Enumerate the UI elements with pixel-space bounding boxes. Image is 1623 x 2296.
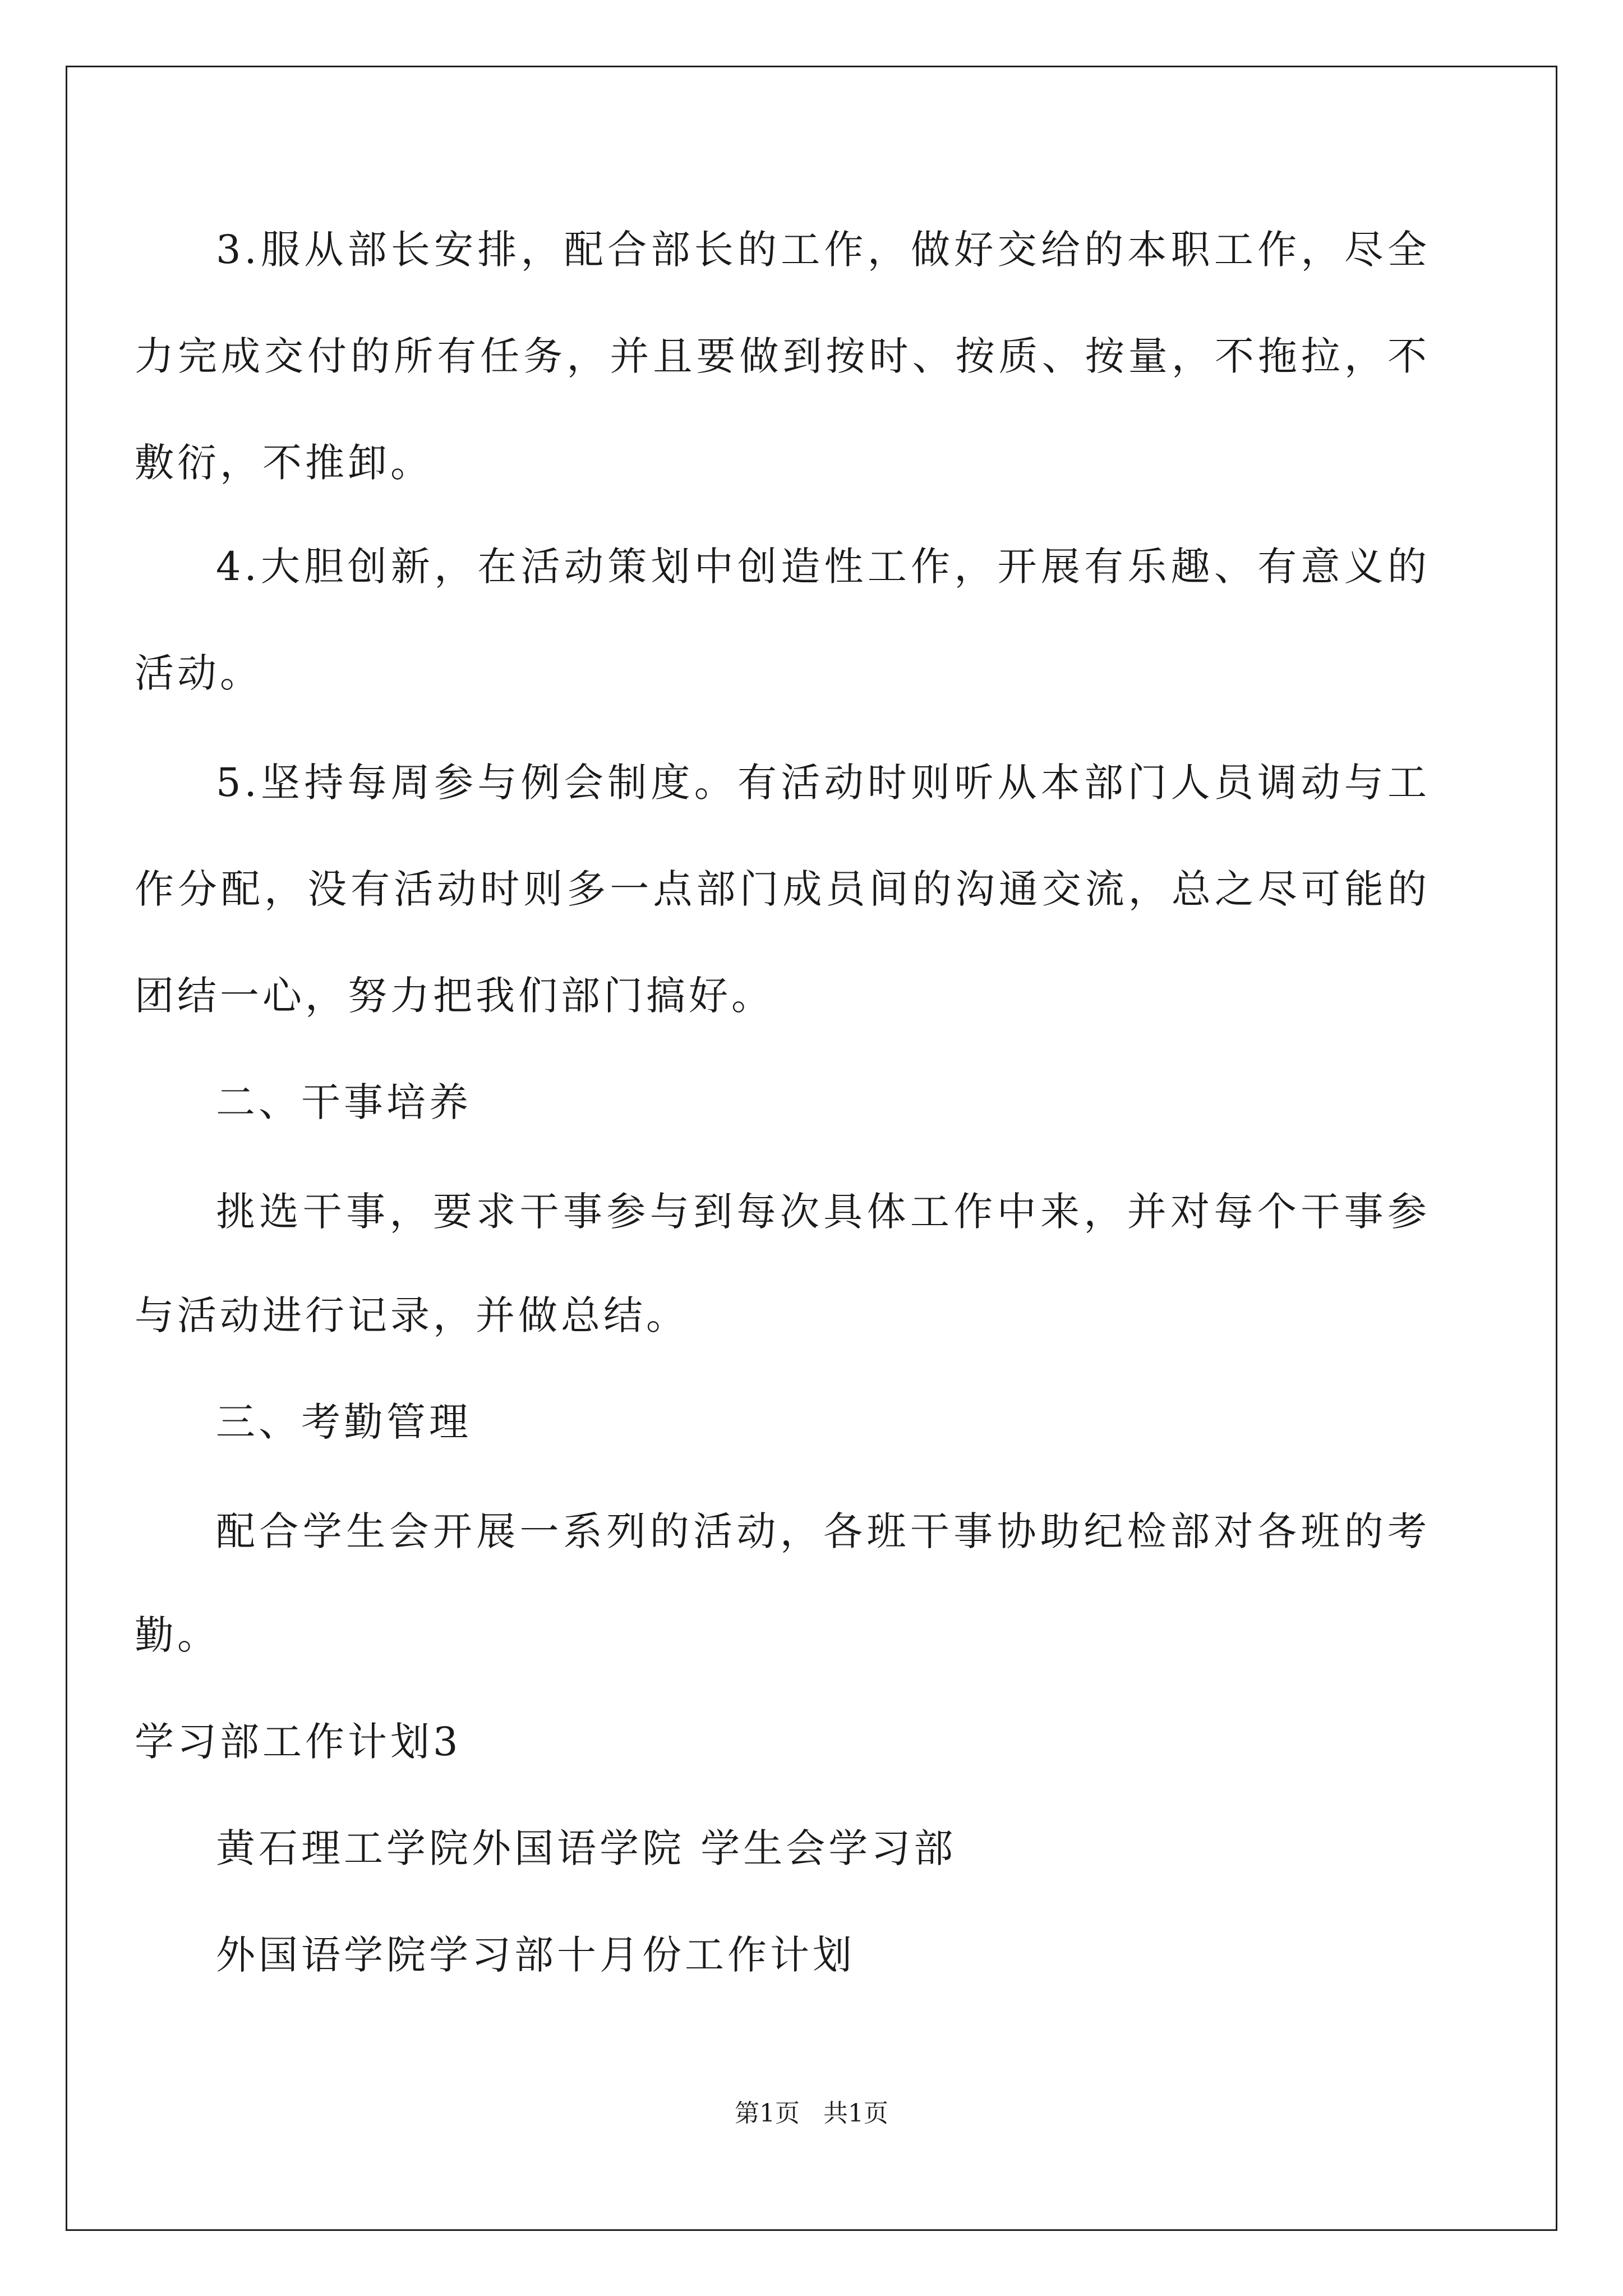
paragraph-5-line-1: 5.坚持每周参与例会制度。有活动时则听从本部门人员调动与工 (216, 760, 1430, 806)
heading-attendance: 三、考勤管理 (216, 1399, 472, 1445)
heading-cadre-training: 二、干事培养 (216, 1079, 472, 1125)
paragraph-5-line-3: 团结一心，努力把我们部门搞好。 (135, 973, 774, 1019)
paragraph-5-line-2: 作分配，没有活动时则多一点部门成员间的沟通交流，总之尽可能的 (135, 866, 1430, 912)
section-title: 学习部工作计划3 (135, 1719, 462, 1765)
page-footer (0, 2097, 1623, 2131)
page-number: 第1页 共1页 (735, 2099, 888, 2128)
paragraph-4-line-1: 4.大胆创新，在活动策划中创造性工作，开展有乐趣、有意义的 (216, 544, 1430, 590)
paragraph-3-line-1: 3.服从部长安排，配合部长的工作，做好交给的本职工作，尽全 (216, 227, 1430, 273)
paragraph-7-line-1: 配合学生会开展一系列的活动，各班干事协助纪检部对各班的考 (216, 1508, 1430, 1554)
paragraph-6-line-1: 挑选干事，要求干事参与到每次具体工作中来，并对每个干事参 (216, 1189, 1430, 1235)
page-border (66, 66, 1557, 2231)
paragraph-7-line-2: 勤。 (135, 1612, 220, 1658)
paragraph-6-line-2: 与活动进行记录，并做总结。 (135, 1292, 689, 1338)
paragraph-3-line-2: 力完成交付的所有任务，并且要做到按时、按质、按量，不拖拉，不 (135, 333, 1430, 379)
paragraph-4-line-2: 活动。 (135, 650, 262, 696)
organization-line: 黄石理工学院外国语学院 学生会学习部 (216, 1825, 957, 1871)
plan-title: 外国语学院学习部十月份工作计划 (216, 1932, 855, 1978)
paragraph-3-line-3: 敷衍，不推卸。 (135, 440, 433, 486)
